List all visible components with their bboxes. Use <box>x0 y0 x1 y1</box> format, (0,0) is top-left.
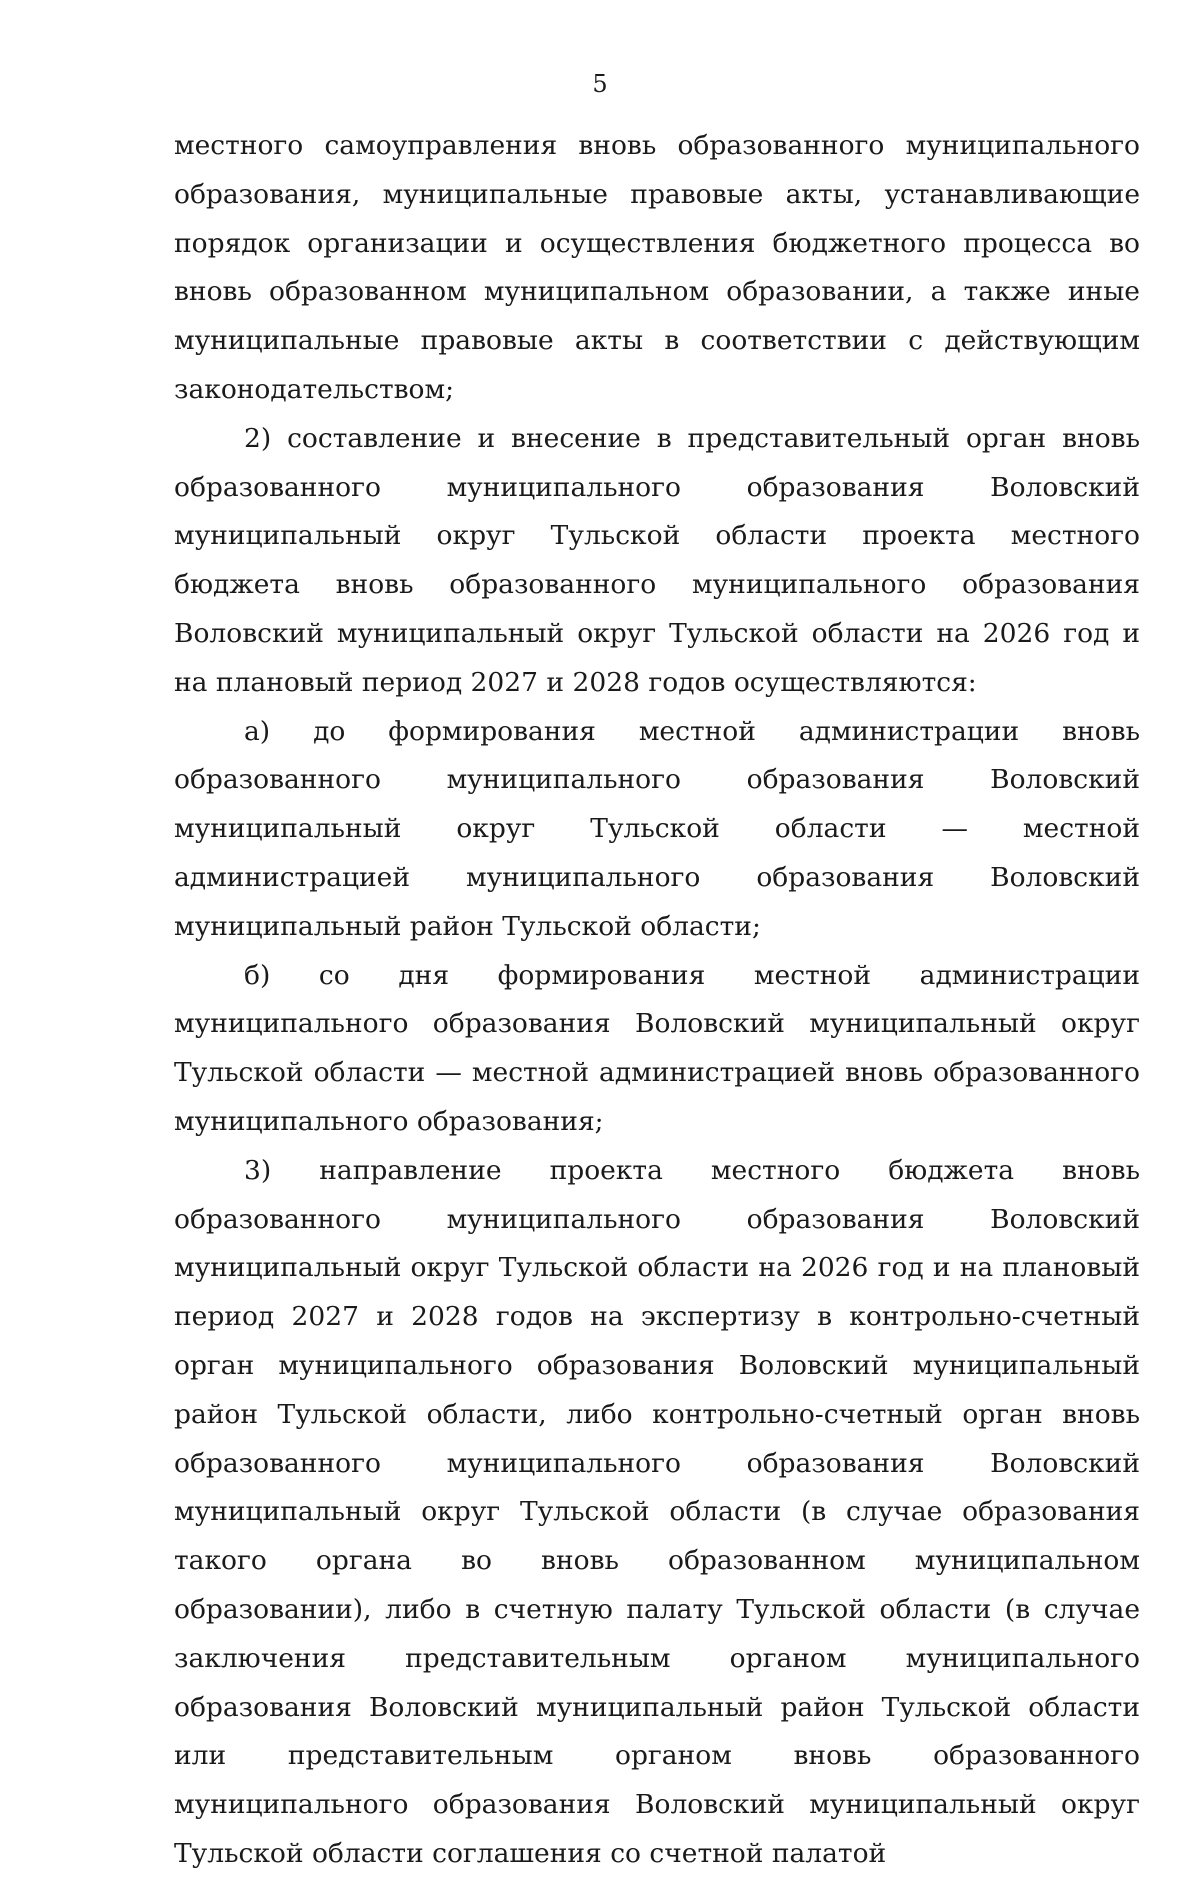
paragraph-subitem-a: а) до формирования местной администрации вновь образованного муниципального образования Воловский муниципальный округ Тульской области — местной администрацией муниципального образования Воловский муниципальный район Тульской области; <box>174 715 1140 942</box>
paragraph-subitem-b: б) со дня формирования местной администрации муниципального образования Воловский муниципальный округ Тульской области — местной администрацией вновь образованного муниципального образования; <box>174 959 1140 1137</box>
document-body <box>174 122 1140 1879</box>
paragraph-continuation: местного самоуправления вновь образованного муниципального образования, муниципальные правовые акты, устанавливающие порядок организации и осуществления бюджетного процесса во вновь образованном муниципальном образовании, а также иные муниципальные правовые акты в соответствии с действующим законодательством; <box>174 130 1140 405</box>
page-number: 5 <box>592 70 608 98</box>
paragraph-item-2: 2) составление и внесение в представительный орган вновь образованного муниципального образования Воловский муниципальный округ Тульской области проекта местного бюджета вновь образованного муниципального образования Воловский муниципальный округ Тульской области на 2026 год и на плановый период 2027 и 2028 годов осуществляются: <box>174 422 1140 698</box>
paragraph-item-3: 3) направление проекта местного бюджета вновь образованного муниципального образования Воловский муниципальный округ Тульской области на 2026 год и на плановый период 2027 и 2028 годов на экспертизу в контрольно-счетный орган муниципального образования Воловский муниципальный район Тульской области, либо контрольно-счетный орган вновь образованного муниципального образования Воловский муниципальный округ Тульской области (в случае образования такого органа во вновь образованном муниципальном образовании), либо в счетную палату Тульской области (в случае заключения представительным органом муниципального образования Воловский муниципальный район Тульской области или представительным органом вновь образованного муниципального образования Воловский муниципальный округ Тульской области соглашения со счетной палатой <box>174 1154 1140 1869</box>
